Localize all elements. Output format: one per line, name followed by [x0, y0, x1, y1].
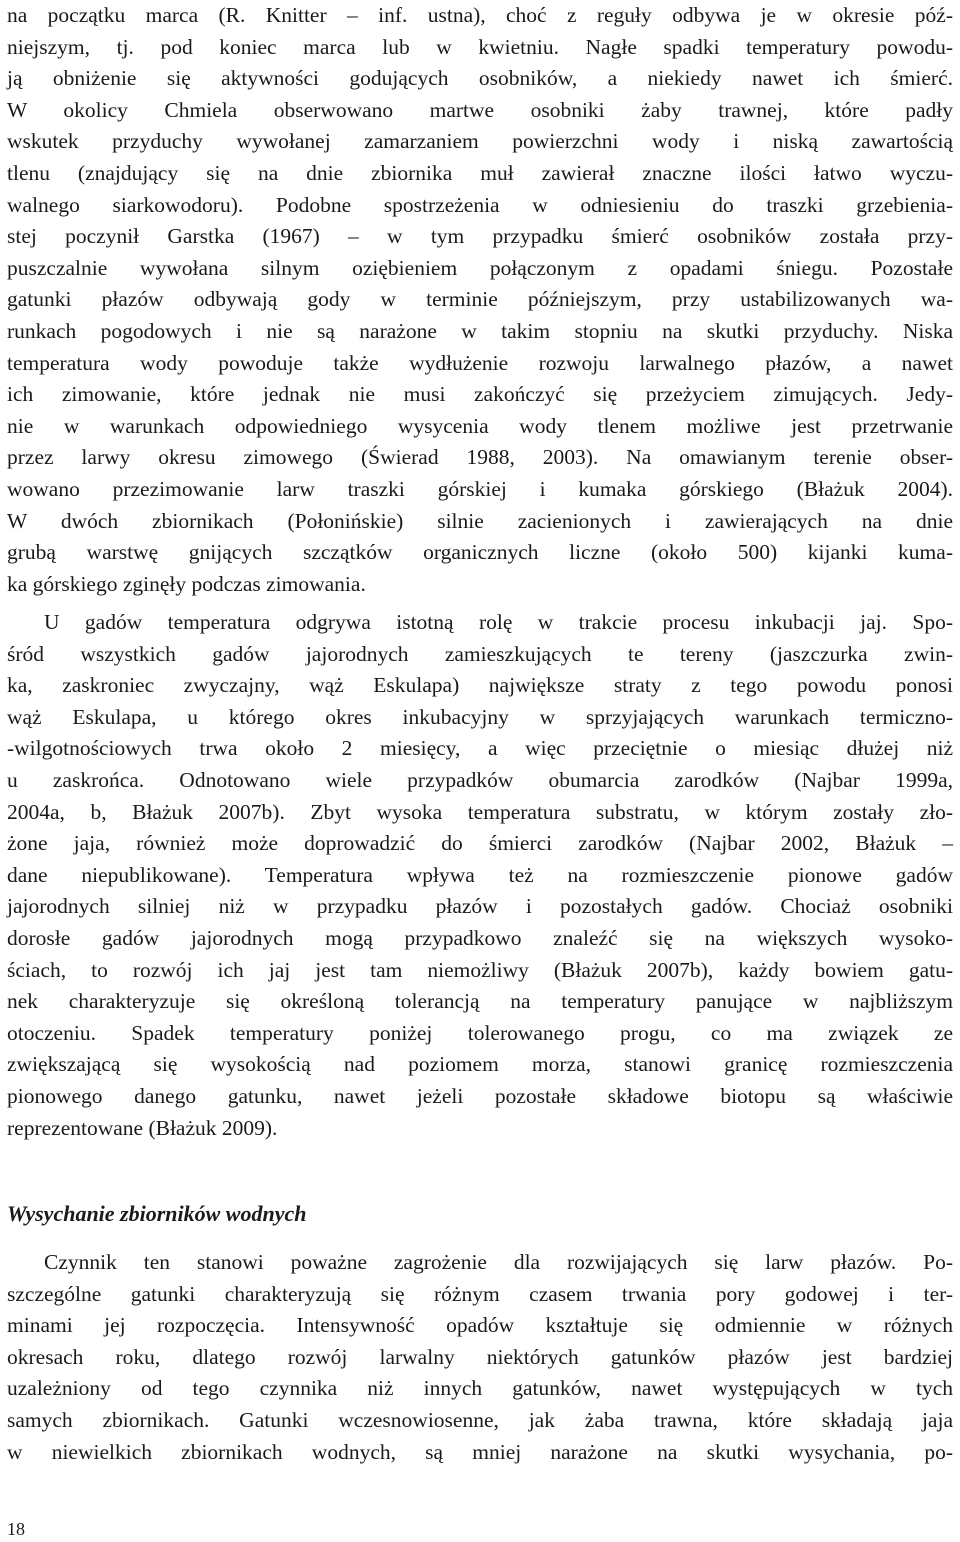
- text-line: w niewielkich zbiornikach wodnych, są mniej narażone na skutki wysychania, po-: [7, 1439, 953, 1464]
- text-line: runkach pogodowych i nie są narażone w takim stopniu na skutki przyduchy. Niska: [7, 319, 953, 343]
- text-line: reprezentowane (Błażuk 2009).: [7, 1115, 278, 1140]
- text-line: na początku marca (R. Knitter – inf. ustna), choć z reguły odbywa je w okresie póź-: [7, 3, 953, 27]
- text-line: U gadów temperatura odgrywa istotną rolę w trakcie procesu inkubacji jaj. Spo-: [44, 610, 953, 634]
- text-line: 2004a, b, Błażuk 2007b). Zbyt wysoka temperatura substratu, w którym zostały zło-: [7, 799, 953, 824]
- text-line: puszczalnie wywołana silnym oziębieniem połączonym z opadami śniegu. Pozostałe: [7, 255, 953, 280]
- text-line: szczególne gatunki charakteryzują się różnym czasem trwania pory godowej i ter-: [7, 1281, 953, 1306]
- text-line: temperatura wody powoduje także wydłużenie rozwoju larwalnego płazów, a nawet: [7, 350, 953, 375]
- text-line: nie w warunkach odpowiedniego wysycenia wody tlenem możliwe jest przetrwanie: [7, 413, 953, 438]
- text-line: śród wszystkich gadów jajorodnych zamieszkujących te tereny (jaszczurka zwin-: [7, 641, 953, 666]
- text-line: otoczeniu. Spadek temperatury poniżej tolerowanego progu, co ma związek ze: [7, 1020, 953, 1045]
- text-line: u zaskrońca. Odnotowano wiele przypadków obumarcia zarodków (Najbar 1999a,: [7, 768, 953, 792]
- text-line: ka, zaskroniec zwyczajny, wąż Eskulapa) największe straty z tego powodu ponosi: [7, 673, 953, 698]
- text-line: ich zimowanie, które jednak nie musi zakończyć się przeżyciem zimujących. Jedy-: [7, 382, 953, 407]
- text-line: uzależniony od tego czynnika niż innych gatunków, nawet występujących w tych: [7, 1376, 953, 1401]
- text-line: dorosłe gadów jajorodnych mogą przypadkowo znaleźć się na większych wysoko-: [7, 926, 953, 950]
- text-line: samych zbiornikach. Gatunki wczesnowiosenne, jak żaba trawna, które składają jaja: [7, 1408, 953, 1432]
- text-line: stej poczynił Garstka (1967) – w tym przypadku śmierć osobników została przy-: [7, 224, 953, 249]
- text-line: wowano przezimowanie larw traszki górskiej i kumaka górskiego (Błażuk 2004).: [7, 477, 953, 501]
- text-line: minami jej rozpoczęcia. Intensywność opadów kształtuje się odmiennie w różnych: [7, 1313, 953, 1338]
- text-line: tlenu (znajdujący się na dnie zbiornika muł zawierał znaczne ilości łatwo wyczu-: [7, 161, 953, 185]
- text-line: jajorodnych silniej niż w przypadku płazów i pozostałych gadów. Chociaż osobniki: [7, 894, 953, 919]
- text-line: dane niepublikowane). Temperatura wpływa też na rozmieszczenie pionowe gadów: [7, 862, 953, 887]
- text-line: ściach, to rozwój ich jaj jest tam niemożliwy (Błażuk 2007b), każdy bowiem gatu-: [7, 957, 953, 982]
- text-line: gatunki płazów odbywają gody w terminie późniejszym, przy ustabilizowanych wa-: [7, 287, 953, 312]
- text-line: ka górskiego zginęły podczas zimowania.: [7, 571, 366, 596]
- text-line: żone jaja, również może doprowadzić do śmierci zarodków (Najbar 2002, Błażuk –: [7, 831, 953, 856]
- text-line: W dwóch zbiornikach (Połonińskie) silnie zacienionych i zawierających na dnie: [7, 508, 953, 533]
- text-line: okresach roku, dlatego rozwój larwalny niektórych gatunków płazów jest bardziej: [7, 1344, 953, 1369]
- text-line: ją obniżenie się aktywności godujących osobników, a niekiedy nawet ich śmierć.: [7, 66, 953, 91]
- text-line: grubą warstwę gnijących szczątków organicznych liczne (około 500) kijanki kuma-: [7, 540, 953, 565]
- text-line: wskutek przyduchy wywołanej zamarzaniem powierzchni wody i niską zawartością: [7, 129, 953, 154]
- text-line: walnego siarkowodoru). Podobne spostrzeżenia w odniesieniu do traszki grzebienia-: [7, 192, 953, 217]
- text-line: przez larwy okresu zimowego (Świerad 1988, 2003). Na omawianym terenie obser-: [7, 445, 953, 470]
- section-heading: Wysychanie zbiorników wodnych: [7, 1201, 307, 1226]
- text-line: -wilgotnościowych trwa około 2 miesięcy, a więc przeciętnie o miesiąc dłużej niż: [7, 736, 953, 761]
- text-line: Czynnik ten stanowi poważne zagrożenie dla rozwijających się larw płazów. Po-: [44, 1250, 953, 1274]
- text-line: pionowego danego gatunku, nawet jeżeli pozostałe składowe biotopu są właściwie: [7, 1084, 953, 1108]
- text-line: W okolicy Chmiela obserwowano martwe osobniki żaby trawnej, które padły: [7, 97, 953, 122]
- text-line: wąż Eskulapa, u którego okres inkubacyjny w sprzyjających warunkach termiczno-: [7, 704, 953, 729]
- text-line: niejszym, tj. pod koniec marca lub w kwietniu. Nagłe spadki temperatury powodu-: [7, 34, 953, 59]
- text-line: nek charakteryzuje się określoną tolerancją na temperatury panujące w najbliższym: [7, 989, 953, 1014]
- text-line: zwiększającą się wysokością nad poziomem morza, stanowi granicę rozmieszczenia: [7, 1052, 953, 1077]
- page-number: 18: [7, 1519, 25, 1539]
